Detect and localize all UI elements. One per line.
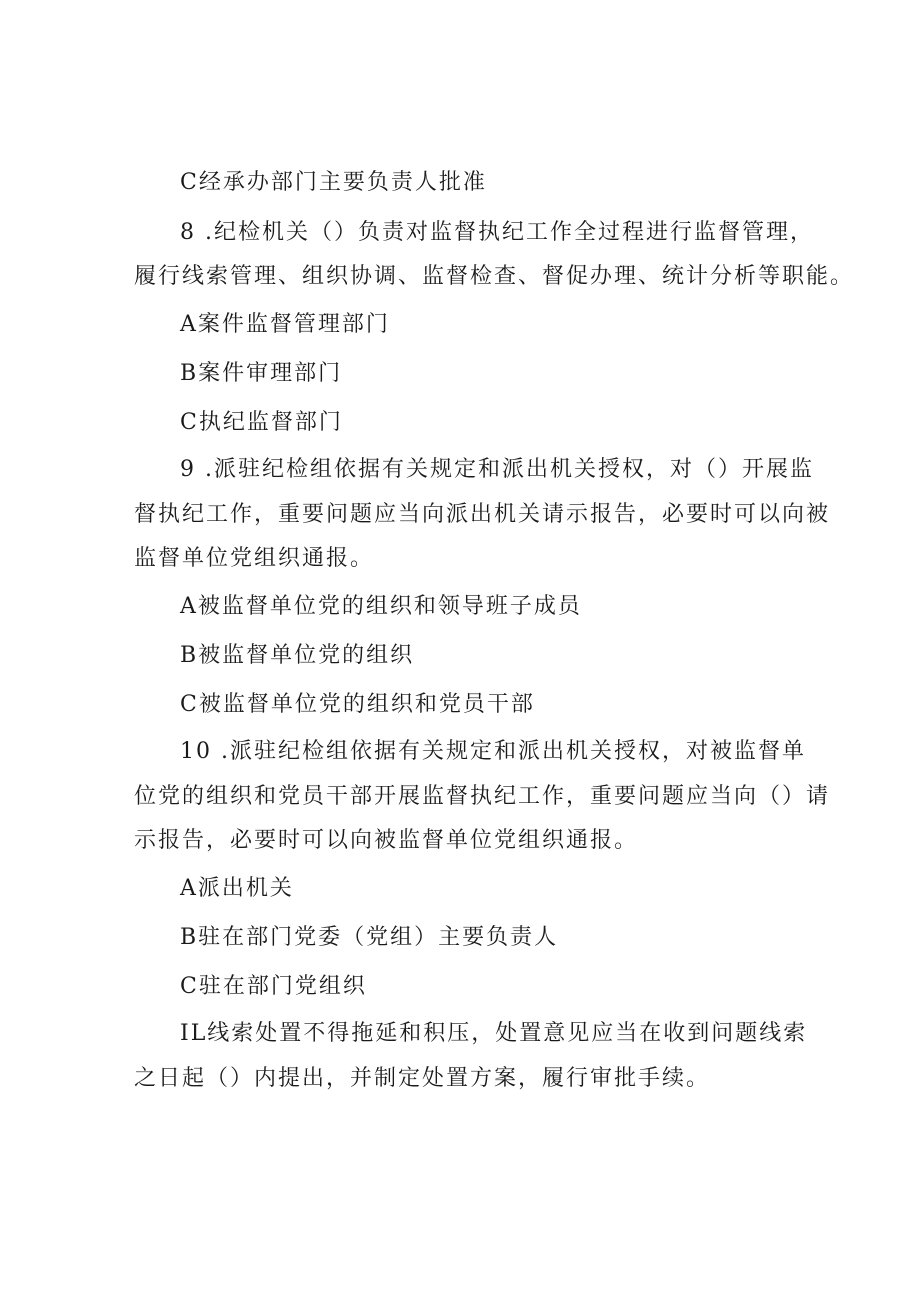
q9-option-c: C被监督单位党的组织和党员干部 xyxy=(180,692,535,717)
q10-option-b: B驻在部门党委（党组）主要负责人 xyxy=(180,925,559,950)
q9-stem-line-2: 督执纪工作，重要问题应当向派出机关请示报告，必要时可以向被 xyxy=(134,502,831,527)
q10-option-a: A派出机关 xyxy=(180,876,294,901)
q10-stem-line-3: 示报告，必要时可以向被监督单位党组织通报。 xyxy=(134,828,639,853)
q10-stem-line-1: 10 .派驻纪检组依据有关规定和派出机关授权，对被监督单 xyxy=(180,739,806,764)
q10-option-c: C驻在部门党组织 xyxy=(180,974,367,999)
q8-stem-line-1: 8 .纪检机关（）负责对监督执纪工作全过程进行监督管理， xyxy=(180,220,814,245)
q11-stem-line-2: 之日起（）内提出，并制定处置方案，履行审批手续。 xyxy=(134,1066,711,1091)
q10-stem-line-2: 位党的组织和党员干部开展监督执纪工作，重要问题应当向（）请 xyxy=(134,784,831,809)
q8-option-b: B案件审理部门 xyxy=(180,361,343,386)
q9-option-a: A被监督单位党的组织和领导班子成员 xyxy=(180,594,582,619)
q9-stem-line-1: 9 .派驻纪检组依据有关规定和派出机关授权，对（）开展监 xyxy=(180,457,814,482)
q11-stem-line-1: IL线索处置不得拖延和积压，处置意见应当在收到问题线索 xyxy=(180,1021,808,1046)
q9-option-b: B被监督单位党的组织 xyxy=(180,643,415,668)
q9-stem-line-3: 监督单位党组织通报。 xyxy=(134,546,375,571)
q8-stem-line-2: 履行线索管理、组织协调、监督检查、督促办理、统计分析等职能。 xyxy=(134,264,855,289)
q8-option-a: A案件监督管理部门 xyxy=(180,312,390,337)
q8-option-c: C执纪监督部门 xyxy=(180,410,343,435)
q7-option-c: C经承办部门主要负责人批准 xyxy=(180,170,487,195)
